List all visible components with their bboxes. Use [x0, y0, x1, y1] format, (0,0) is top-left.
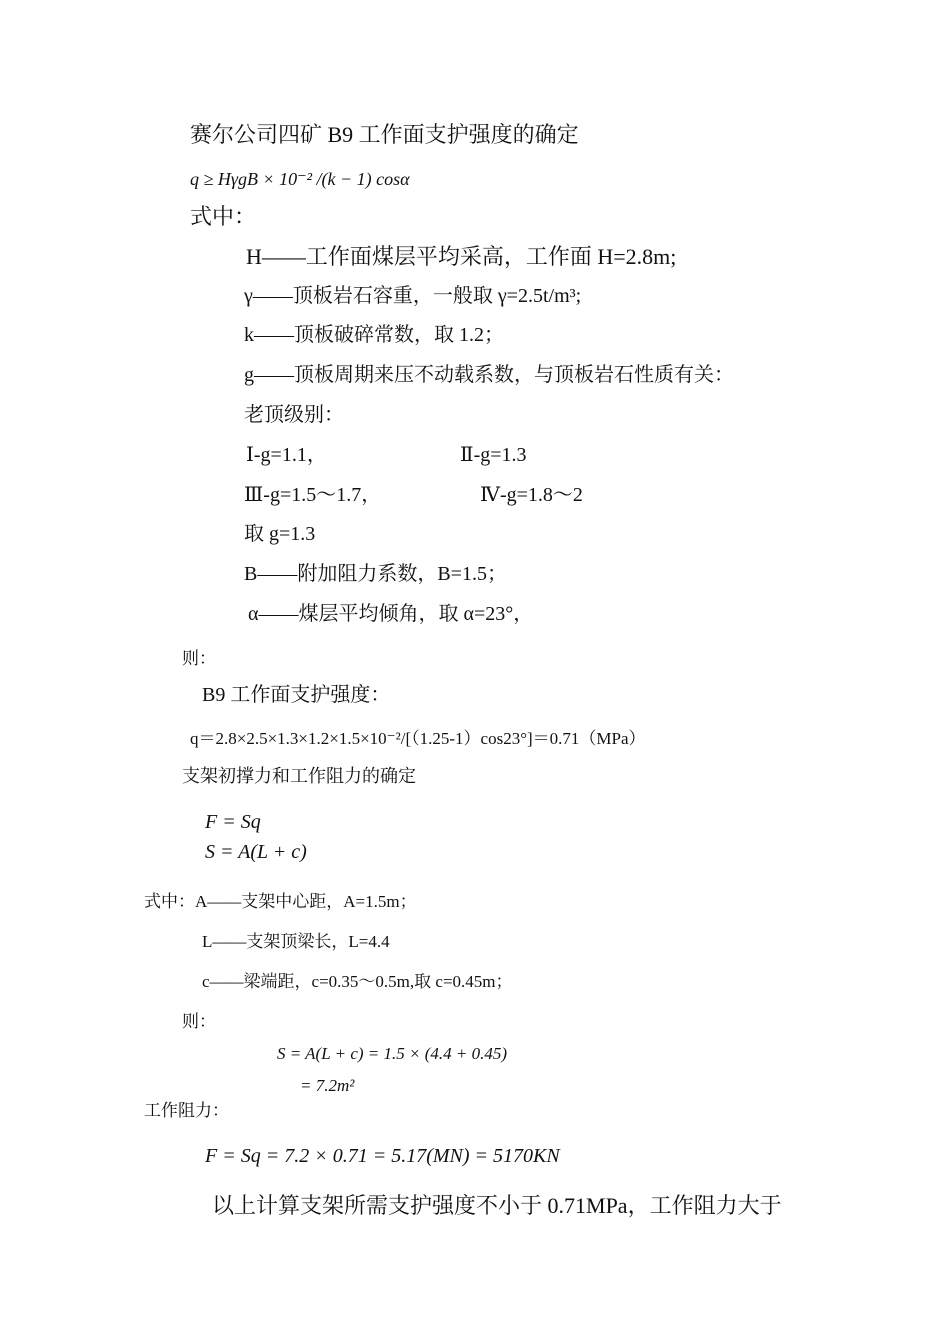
formula-s: S = A(L + c) [205, 841, 307, 863]
def-alpha: α——煤层平均倾角，取 α=23°， [248, 603, 534, 625]
formula-f: F = Sq [205, 811, 261, 833]
def-b: B——附加阻力系数，B=1.5； [244, 563, 507, 585]
where-l: L——支架顶梁长，L=4.4 [202, 932, 390, 951]
grade-4: Ⅳ-g=1.8～2 [480, 484, 583, 506]
def-gamma: γ——顶板岩石容重，一般取 γ=2.5t/m³; [244, 285, 582, 307]
s-calc-1: S = A(L + c) = 1.5 × (4.4 + 0.45) [277, 1044, 508, 1063]
then-label-2: 则： [182, 1012, 216, 1031]
f-calc: F = Sq = 7.2 × 0.71 = 5.17(MN) = 5170KN [205, 1145, 560, 1167]
grade-3: Ⅲ-g=1.5～1.7， [244, 484, 382, 506]
q-calculation: q＝2.8×2.5×1.3×1.2×1.5×10⁻²/[（1.25-1）cos23°]＝0.71（MPa） [190, 729, 646, 748]
section-title: 支架初撑力和工作阻力的确定 [182, 766, 416, 786]
conclusion-text: 以上计算支架所需支护强度不小于 0.71MPa，工作阻力大于 [212, 1193, 782, 1218]
b9-strength-label: B9 工作面支护强度： [202, 684, 391, 706]
where-c: c——梁端距，c=0.35～0.5m,取 c=0.45m； [202, 972, 513, 991]
def-k: k——顶板破碎常数，取 1.2； [244, 324, 504, 346]
grade-1: Ⅰ-g=1.1， [246, 444, 327, 466]
page-title: 赛尔公司四矿 B9 工作面支护强度的确定 [190, 122, 579, 147]
where-label: 式中： [190, 204, 257, 229]
where-a: 式中：A——支架中心距，A=1.5m； [144, 892, 417, 911]
grade-2: Ⅱ-g=1.3 [460, 444, 527, 466]
def-g: g——顶板周期来压不动载系数，与顶板岩石性质有关： [244, 364, 734, 386]
grade-label: 老顶级别： [244, 404, 344, 426]
take-g: 取 g=1.3 [244, 523, 316, 545]
then-label-1: 则： [182, 649, 216, 668]
def-h: H——工作面煤层平均采高，工作面 H=2.8m; [246, 244, 677, 269]
formula-main: q ≥ HγgB × 10⁻² /(k − 1) cosα [190, 169, 410, 189]
resistance-label: 工作阻力： [144, 1101, 229, 1120]
s-calc-2: = 7.2m² [300, 1076, 355, 1095]
